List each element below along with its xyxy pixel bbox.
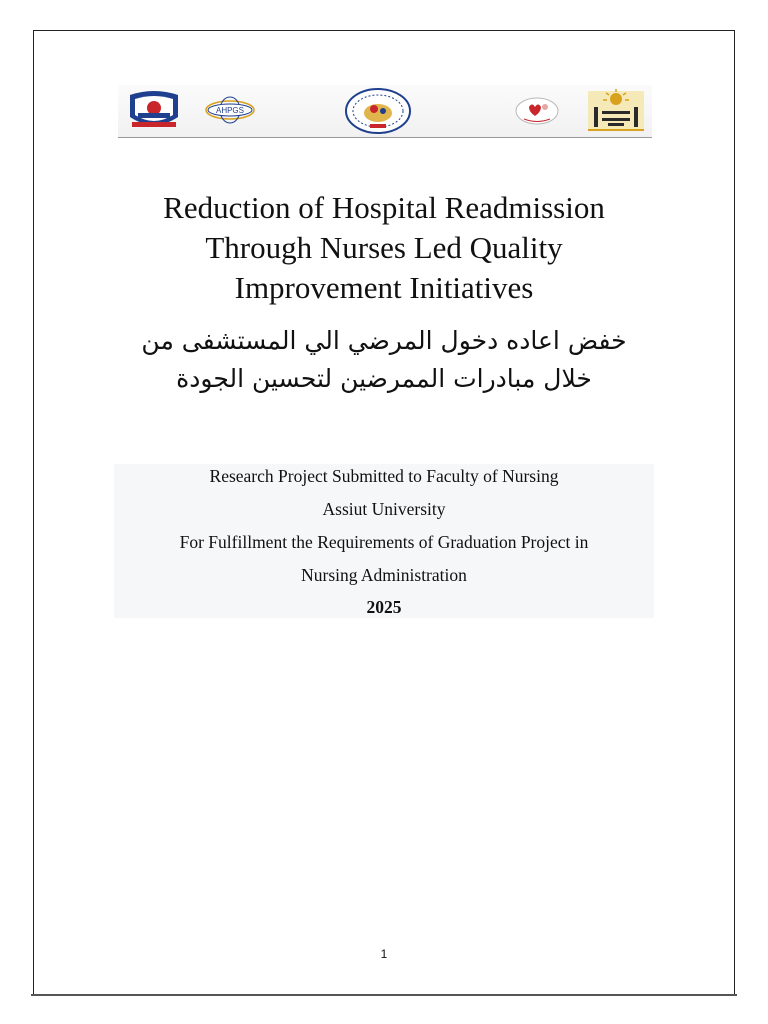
- assiut-university-logo: [586, 89, 646, 133]
- arabic-title-line: خلال مبادرات الممرضين لتحسين الجودة: [176, 364, 592, 393]
- english-title: [100, 188, 668, 308]
- submission-line: Research Project Submitted to Faculty of Nursing: [209, 466, 559, 486]
- arabic-title: [110, 322, 658, 398]
- arabic-title-line: خفض اعاده دخول المرضي الي المستشفى من: [141, 326, 627, 355]
- submission-line: For Fulfillment the Requirements of Graduation Project in: [179, 532, 589, 552]
- title-line: Improvement Initiatives: [234, 270, 534, 305]
- faculty-crest-logo: [126, 89, 182, 131]
- submission-statement: [114, 464, 654, 618]
- ahpgs-logo-text: AHPGS: [215, 106, 245, 115]
- title-line: Reduction of Hospital Readmission: [163, 190, 605, 225]
- conference-seal-logo: [344, 87, 412, 135]
- ahpgs-logo: [204, 95, 256, 125]
- university-name: Assiut University: [322, 499, 446, 519]
- logo-bar: [118, 85, 652, 138]
- page-number: 1: [380, 947, 388, 961]
- submission-year: 2025: [366, 597, 402, 617]
- department-name: Nursing Administration: [301, 565, 467, 585]
- page-bottom-rule: [31, 994, 737, 996]
- nursing-emblem-logo: [514, 95, 560, 127]
- title-line: Through Nurses Led Quality: [205, 230, 563, 265]
